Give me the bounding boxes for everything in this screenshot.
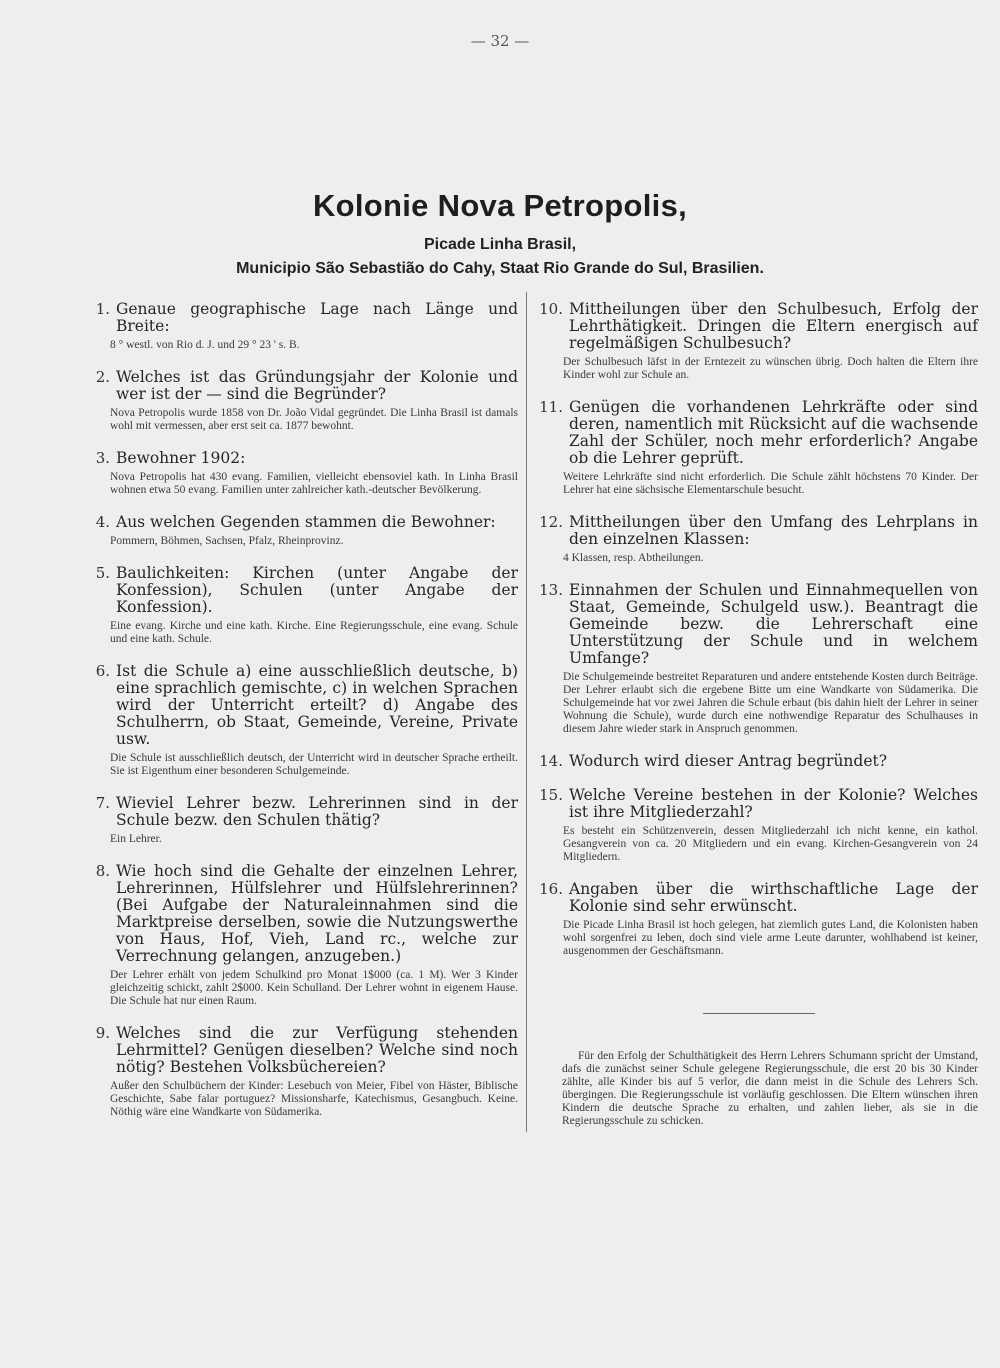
- question-item: [535, 581, 978, 736]
- subtitle-location: Picade Linha Brasil,: [423, 236, 577, 253]
- question-item: [535, 880, 978, 958]
- answer-text: Die Schulgemeinde bestreitet Reparaturen und andere entstehende Kosten durch Beiträge. Der Lehrer erlaubt sich die ergebene Bitte um eine Wandkarte von Südamerika. Die Schulgemeinde hat vor zwei Jahren die Schule erbaut (bis dahin hielt der Lehrer in seiner Wohnung die Schule), wurde durch eine nothwendige Reparatur des Schulhauses in diesem Jahre wieder stark in Anspruch genommen.: [563, 671, 978, 735]
- question-text: Genügen die vorhandenen Lehrkräfte oder sind deren, namentlich mit Rücksicht auf die wachsende Zahl der Schüler, noch mehr erforderlich? Angabe ob die Lehrer geprüft.: [569, 398, 978, 467]
- answer-text: Die Picade Linha Brasil ist hoch gelegen, hat ziemlich gutes Land, die Kolonisten haben wohl sorgenfrei zu leben, doch sind viele arme Leute darunter, wohlhabend ist keiner, ausgenommen der Geschäftsmann.: [563, 919, 978, 957]
- separator-rule: [703, 1013, 815, 1014]
- column-divider: [526, 292, 527, 1132]
- question-text: Angaben über die wirthschaftliche Lage der Kolonie sind sehr erwünscht.: [569, 880, 978, 915]
- question-text: Aus welchen Gegenden stammen die Bewohner:: [116, 513, 496, 531]
- question-text: Ist die Schule a) eine ausschließlich deutsche, b) eine sprachlich gemischte, c) in welchen Sprachen wird der Unterricht erteilt? d) Angabe des Schulherrn, ob Staat, Gemeinde, Vereine, Private usw.: [116, 662, 518, 748]
- question-item: [88, 513, 518, 548]
- question-number: 5.: [95, 564, 110, 582]
- question-number: 2.: [95, 368, 110, 386]
- answer-text: Nova Petropolis hat 430 evang. Familien, vielleicht ebensoviel kath. In Linha Brasil wohnen etwa 50 evang. Familien unter zahlreicher kath.-deutscher Bevölkerung.: [110, 471, 518, 496]
- question-item: [88, 862, 518, 1008]
- question-item: [88, 449, 518, 497]
- question-item: [88, 300, 518, 352]
- question-number: 10.: [539, 300, 563, 318]
- answer-text: Es besteht ein Schützenverein, dessen Mitgliederzahl ich nicht kenne, ein kathol. Gesangverein von ca. 20 Mitgliedern und ein evang. Kirchen-Gesangverein von 24 Mitgliedern.: [563, 825, 978, 863]
- question-item: [88, 662, 518, 778]
- answer-text: 4 Klassen, resp. Abtheilungen.: [563, 552, 704, 564]
- question-number: 7.: [95, 794, 110, 812]
- question-text: Wie hoch sind die Gehalte der einzelnen Lehrer, Lehrerinnen, Hülfslehrer und Hülfslehrerinnen? (Bei Aufgabe der Naturaleinnahmen sind die Marktpreise derselben, sowie die Nutzungswerthe von Haus, Hof, Vieh, Land rc., welche zur Verrechnung gelangen, anzugeben.): [116, 862, 518, 965]
- question-number: 16.: [539, 880, 563, 898]
- right-column: [535, 300, 978, 974]
- question-item: [535, 752, 978, 770]
- title-block: [0, 188, 1000, 278]
- answer-text: Nova Petropolis wurde 1858 von Dr. João Vidal gegründet. Die Linha Brasil ist damals wohl mit vermessen, aber erst seit ca. 1877 bewohnt.: [110, 407, 518, 432]
- question-text: Welches sind die zur Verfügung stehenden Lehrmittel? Genügen dieselben? Welche sind noch nötig? Bestehen Volksbüchereien?: [116, 1024, 518, 1076]
- question-text: Wieviel Lehrer bezw. Lehrerinnen sind in der Schule bezw. den Schulen thätig?: [116, 794, 518, 829]
- answer-text: Der Lehrer erhält von jedem Schulkind pro Monat 1$000 (ca. 1 M). Wer 3 Kinder gleichzeitig schickt, zahlt 2$000. Kein Schulland. Der Lehrer wohnt in eigenem Hause. Die Schule hat nur einen Raum.: [110, 969, 518, 1007]
- question-item: [88, 794, 518, 846]
- question-item: [535, 786, 978, 864]
- question-number: 3.: [95, 449, 110, 467]
- question-text: Einnahmen der Schulen und Einnahmequellen von Staat, Gemeinde, Schulgeld usw.). Beantragt die Gemeinde bezw. die Lehrerschaft eine Unterstützung der Schule und in welchem Umfange?: [569, 581, 978, 667]
- question-text: Welche Vereine bestehen in der Kolonie? Welches ist ihre Mitgliederzahl?: [569, 786, 978, 821]
- question-text: Wodurch wird dieser Antrag begründet?: [569, 752, 888, 770]
- question-item: [535, 300, 978, 382]
- question-number: 12.: [539, 513, 563, 531]
- question-text: Genaue geographische Lage nach Länge und Breite:: [116, 300, 518, 335]
- question-item: [535, 398, 978, 497]
- left-column: [88, 300, 518, 1135]
- page-title: Kolonie Nova Petropolis,: [312, 188, 688, 223]
- question-number: 1.: [95, 300, 110, 318]
- question-number: 6.: [95, 662, 110, 680]
- answer-text: Pommern, Böhmen, Sachsen, Pfalz, Rheinprovinz.: [110, 535, 344, 547]
- answer-text: 8 ° westl. von Rio d. J. und 29 ° 23 ' s. B.: [110, 339, 300, 351]
- question-text: Mittheilungen über den Umfang des Lehrplans in den einzelnen Klassen:: [569, 513, 978, 548]
- answer-text: Weitere Lehrkräfte sind nicht erforderlich. Die Schule zählt höchstens 70 Kinder. Der Lehrer hat eine sächsische Elementarschule besucht.: [563, 471, 978, 496]
- page-number: — 32 —: [470, 32, 530, 50]
- question-item: [535, 513, 978, 565]
- answer-text: Außer den Schulbüchern der Kinder: Lesebuch von Meier, Fibel von Häster, Biblische Geschichte, Sabe falar portuguez? Missionsharfe, Katechismus, Gesangbuch. Keine. Nöthig wäre eine Wandkarte von Südamerika.: [110, 1080, 518, 1118]
- question-number: 13.: [539, 581, 563, 599]
- question-number: 4.: [95, 513, 110, 531]
- answer-text: Eine evang. Kirche und eine kath. Kirche. Eine Regierungsschule, eine evang. Schule und eine kath. Schule.: [110, 620, 518, 645]
- question-text: Welches ist das Gründungsjahr der Kolonie und wer ist der — sind die Begründer?: [116, 368, 518, 403]
- answer-text: Die Schule ist ausschließlich deutsch, der Unterricht wird in deutscher Sprache ertheilt. Sie ist Eigenthum einer besonderen Schulgemeinde.: [110, 752, 518, 777]
- question-text: Bewohner 1902:: [116, 449, 246, 467]
- answer-text: Der Schulbesuch läfst in der Erntezeit zu wünschen übrig. Doch halten die Eltern ihre Kinder wohl zur Schule an.: [563, 356, 978, 381]
- question-item: [88, 564, 518, 646]
- question-item: [88, 1024, 518, 1119]
- closing-note: Für den Erfolg der Schulthätigkeit des Herrn Lehrers Schumann spricht der Umstand, dafs die zunächst seiner Schule gelegene Regierungsschule, die erst 20 bis 30 Kinder zählte, alle Kinder bis auf 5 verlor, die dann meist in die Schule des Lehrers Sch. übergingen. Die Regierungsschule ist vorläufig geschlossen. Die Eltern wünschen ihren Kindern die deutsche Sprache zu erhalten, und zahlen lieber, als sie in die Regierungsschule zu schicken.: [562, 1050, 978, 1127]
- question-text: Baulichkeiten: Kirchen (unter Angabe der Konfession), Schulen (unter Angabe der Konfession).: [116, 564, 518, 616]
- subtitle-region: Municipio São Sebastião do Cahy, Staat Rio Grande do Sul, Brasilien.: [236, 260, 764, 277]
- question-number: 9.: [95, 1024, 110, 1042]
- question-item: [88, 368, 518, 433]
- question-number: 15.: [539, 786, 563, 804]
- question-text: Mittheilungen über den Schulbesuch, Erfolg der Lehrthätigkeit. Dringen die Eltern energisch auf regelmäßigen Schulbesuch?: [569, 300, 978, 352]
- question-number: 11.: [539, 398, 563, 416]
- question-number: 8.: [95, 862, 110, 880]
- question-number: 14.: [539, 752, 563, 770]
- answer-text: Ein Lehrer.: [110, 833, 162, 845]
